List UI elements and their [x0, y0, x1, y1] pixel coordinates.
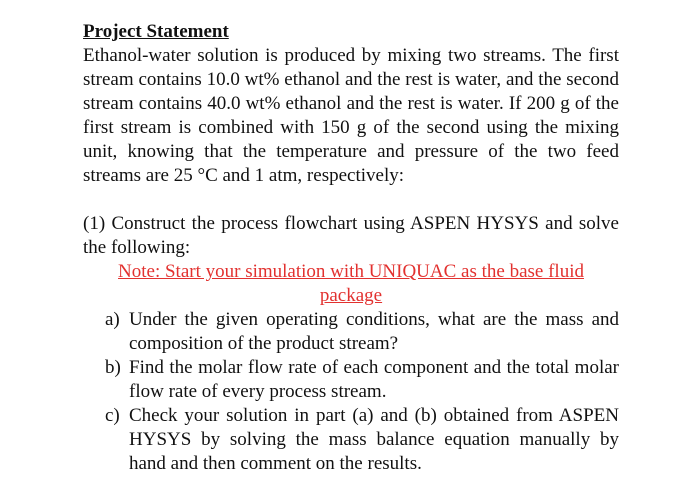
paragraph-spacer — [83, 188, 619, 212]
question-list — [83, 308, 619, 476]
question-item-c — [105, 404, 619, 476]
document-page — [83, 20, 619, 476]
question-text: Check your solution in part (a) and (b) obtained from ASPEN HYSYS by solving the mass balance equation manually by hand and then comment on the results. — [129, 405, 619, 474]
question-label: c) — [105, 405, 120, 426]
problem-statement: Ethanol-water solution is produced by mixing two streams. The first stream contains 10.0 wt% ethanol and the rest is water, and the second stream contains 40.0 wt% ethanol and the rest is water. If 200 g of the first stream is combined with 150 g of the second using the mixing unit, knowing that the temperature and pressure of the two feed streams are 25 °C and 1 atm, respectively: — [83, 45, 619, 186]
question-label: b) — [105, 357, 121, 378]
question-item-a — [105, 308, 619, 356]
question-text: Find the molar flow rate of each component and the total molar flow rate of every process stream. — [129, 357, 619, 402]
section-heading: Project Statement — [83, 21, 229, 42]
question-label: a) — [105, 309, 120, 330]
task-instruction: (1) Construct the process flowchart using ASPEN HYSYS and solve the following: — [83, 213, 619, 258]
simulation-note: Note: Start your simulation with UNIQUAC as the base fluid package — [118, 261, 584, 306]
question-item-b — [105, 356, 619, 404]
question-text: Under the given operating conditions, what are the mass and composition of the product stream? — [129, 309, 619, 354]
